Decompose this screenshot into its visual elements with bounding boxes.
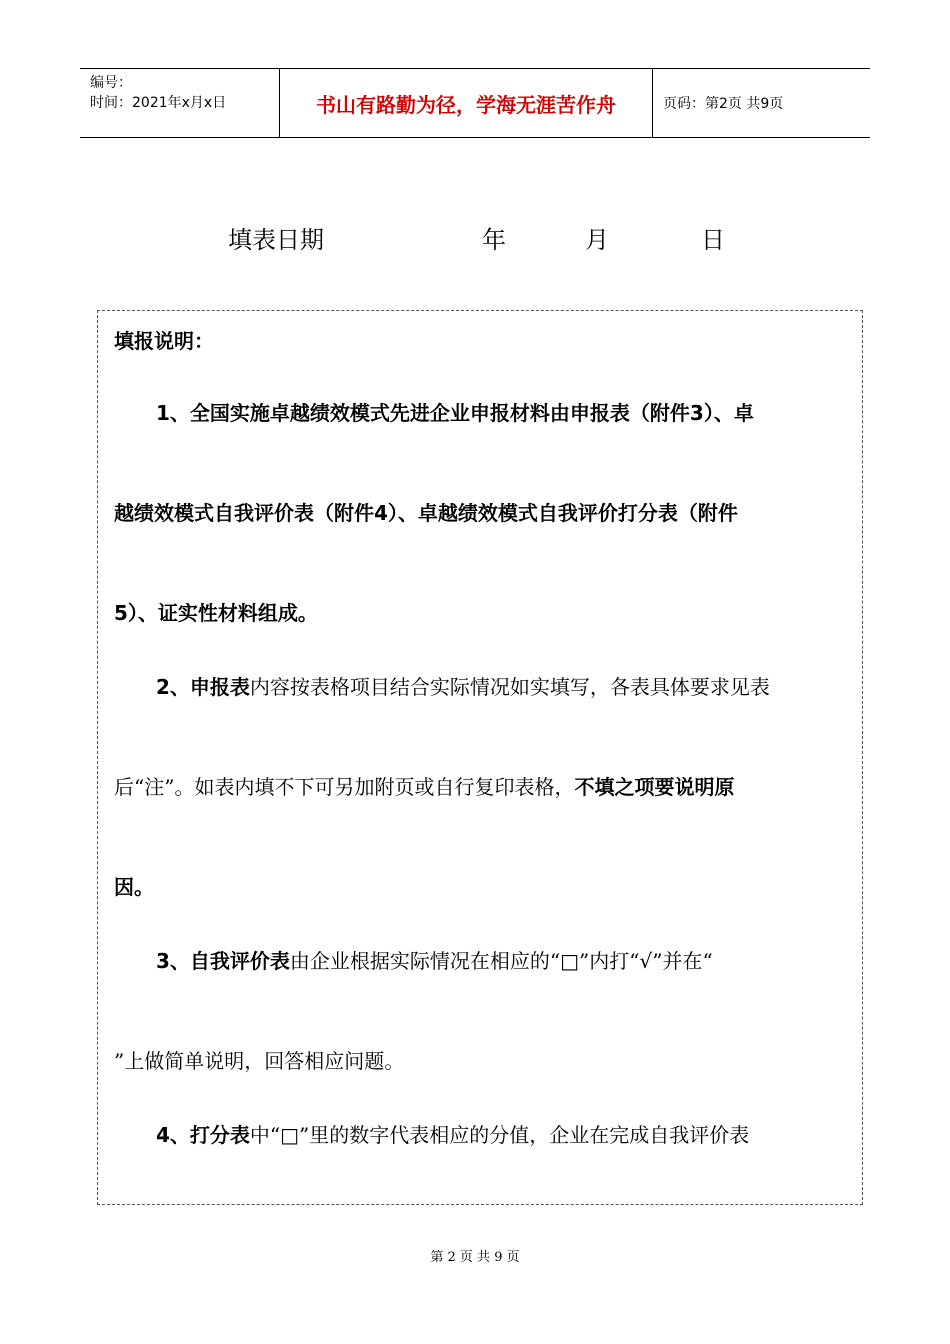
number-label: 编号： — [90, 75, 132, 91]
item2-prefix: 2、申报表 — [156, 675, 250, 699]
line5-bold: 不填之项要说明原 — [574, 775, 735, 799]
instruction-line-1: 1、全国实施卓越绩效模式先进企业申报材料由申报表（附件3）、卓 — [156, 401, 754, 425]
instruction-line-4 — [156, 673, 863, 701]
month-label: 月 — [585, 226, 609, 254]
instruction-line-5 — [114, 773, 848, 801]
item3-rest: 由企业根据实际情况在相应的“□”内打“√”并在“ — [289, 949, 713, 973]
line5-normal: 后“注”。如表内填不下可另加附页或自行复印表格， — [114, 775, 575, 799]
instruction-line-7 — [156, 947, 863, 975]
header-motto: 书山有路勤为径，学海无涯苦作舟 — [280, 69, 653, 137]
item3-prefix: 3、自我评价表 — [156, 949, 290, 973]
item4-prefix: 4、打分表 — [156, 1123, 250, 1147]
item4-rest: 中“□”里的数字代表相应的分值，企业在完成自我评价表 — [249, 1123, 750, 1147]
header-meta — [80, 69, 280, 137]
instruction-line-2: 越绩效模式自我评价表（附件4）、卓越绩效模式自我评价打分表（附件 — [114, 501, 738, 525]
time-label: 时间：2021年x月x日 — [90, 95, 227, 111]
instruction-line-8: ”上做简单说明，回答相应问题。 — [114, 1049, 405, 1073]
day-label: 日 — [701, 226, 725, 254]
year-label: 年 — [482, 226, 506, 254]
header-page-info: 页码：第2页 共9页 — [663, 96, 784, 112]
instruction-line-3: 5）、证实性材料组成。 — [114, 601, 318, 625]
fill-date-line — [0, 220, 950, 254]
instruction-line-6: 因。 — [114, 875, 154, 899]
fill-date-label: 填表日期 — [228, 226, 324, 254]
instructions-box — [97, 310, 863, 1205]
page-footer: 第 2 页 共 9 页 — [430, 1250, 520, 1265]
instructions-title: 填报说明： — [114, 329, 214, 353]
page-header — [80, 68, 870, 138]
instruction-line-9 — [156, 1121, 863, 1149]
item2-rest: 内容按表格项目结合实际情况如实填写，各表具体要求见表 — [249, 675, 770, 699]
